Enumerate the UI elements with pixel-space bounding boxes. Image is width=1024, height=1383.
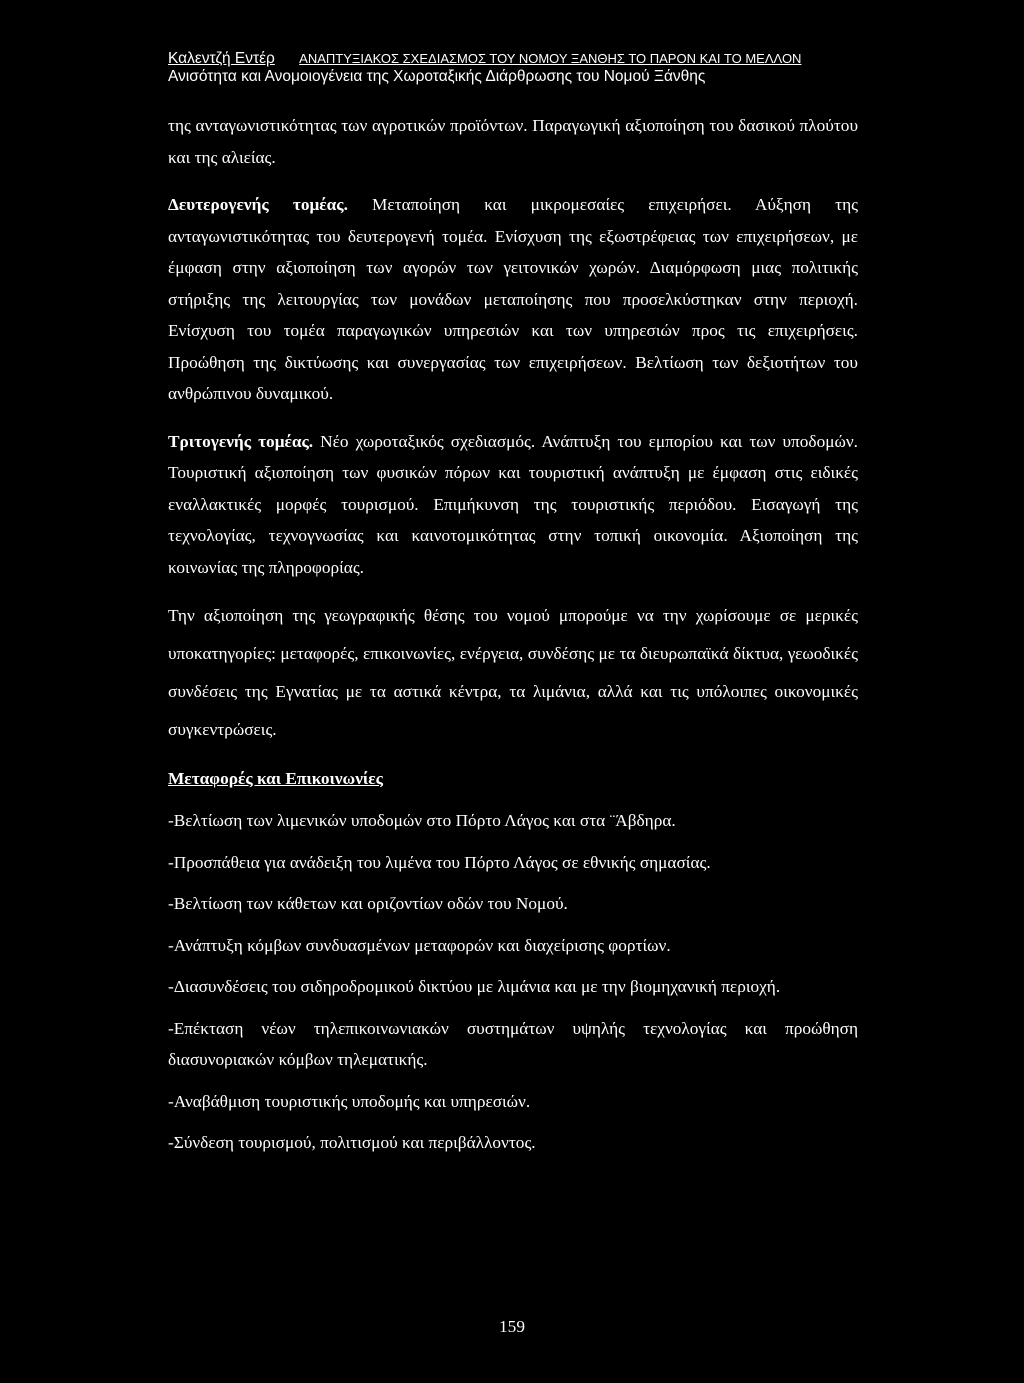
secondary-sector-label: Δευτερογενής τομέας.: [168, 195, 348, 214]
list-item: -Αναβάθμιση τουριστικής υποδομής και υπηρεσιών.: [168, 1091, 531, 1111]
tertiary-sector-label: Τριτογενής τομέας.: [168, 431, 314, 451]
list-item: -Σύνδεση τουρισμού, πολιτισμού και περιβάλλοντος.: [168, 1133, 536, 1152]
header-author: Καλεντζή Εντέρ: [168, 50, 275, 67]
list-item: -Βελτίωση των κάθετων και οριζοντίων οδών του Νομού.: [168, 894, 568, 913]
paragraph-primary-continuation: της ανταγωνιστικότητας των αγροτικών προϊόντων. Παραγωγική αξιοποίηση του δασικού πλούτου και της αλιείας.: [168, 116, 858, 167]
secondary-sector-text: Μεταποίηση και μικρομεσαίες επιχειρήσει. Αύξηση της ανταγωνιστικότητας του δευτερογενή τομέα. Ενίσχυση της εξωστρέφειας των επιχειρήσεων, με έμφαση στην αξιοποίηση των αγορών των γειτονικών χωρών. Διαμόρφωση μιας πολιτικής στήριξης της λειτουργίας των μονάδων μεταποίησης που προσελκύστηκαν στην περιοχή. Ενίσχυση του τομέα παραγωγικών υπηρεσιών και των υπηρεσιών προς τις επιχειρήσεις. Προώθηση της δικτύωσης και συνεργασίας των επιχειρήσεων. Βελτίωση των δεξιοτήτων του ανθρώπινου δυναμικού.: [168, 195, 858, 403]
tertiary-sector-text: Νέο χωροταξικός σχεδιασμός. Ανάπτυξη του εμπορίου και των υποδομών. Τουριστική αξιοποίηση των φυσικών πόρων και τουριστική ανάπτυξη με έμφαση στις ειδικές εναλλακτικές μορφές τουρισμού. Επιμήκυνση της τουριστικής περιόδου. Εισαγωγή της τεχνολογίας, τεχνογνωσίας και καινοτομικότητας στην τοπική οικονομία. Αξιοποίηση της κοινωνίας της πληροφορίας.: [168, 431, 858, 577]
header-series-title: ΑΝΑΠΤΥΞΙΑΚΟΣ ΣΧΕΔΙΑΣΜΟΣ ΤΟΥ ΝΟΜΟΥ ΞΑΝΘΗΣ ΤΟ ΠΑΡΟΝ ΚΑΙ ΤΟ ΜΕΛΛΟΝ: [299, 51, 802, 66]
page-body: [168, 110, 858, 1169]
list-item: -Προσπάθεια για ανάδειξη του λιμένα του Πόρτο Λάγος σε εθνικής σημασίας.: [168, 852, 711, 872]
page-header: [168, 50, 868, 86]
paragraph-secondary-sector: [168, 189, 858, 410]
list-item: -Διασυνδέσεις του σιδηροδρομικού δικτύου με λιμάνια και με την βιομηχανική περιοχή.: [168, 977, 781, 996]
paragraph-tertiary-sector: [168, 426, 858, 584]
list-item: -Ανάπτυξη κόμβων συνδυασμένων μεταφορών και διαχείρισης φορτίων.: [168, 935, 671, 955]
header-line-1: [168, 50, 868, 68]
section-title-transport: Μεταφορές και Επικοινωνίες: [168, 769, 383, 788]
transport-list: [168, 805, 858, 1159]
list-item: -Επέκταση νέων τηλεπικοινωνιακών συστημάτων υψηλής τεχνολογίας και προώθηση διασυνοριακών κόμβων τηλεματικής.: [168, 1018, 858, 1069]
header-subtitle: Ανισότητα και Ανομοιογένεια της Χωροταξικής Διάρθρωσης του Νομού Ξάνθης: [168, 68, 706, 85]
page-number: 159: [499, 1317, 525, 1336]
paragraph-geographic-position: Την αξιοποίηση της γεωγραφικής θέσης του νομού μπορούμε να την χωρίσουμε σε μερικές υποκατηγορίες: μεταφορές, επικοινωνίες, ενέργεια, συνδέσης με τα διευρωπαϊκά δίκτυα, γεωοδικές συνδέσεις της Εγνατίας με τα αστικά κέντρα, τα λιμάνια, αλλά και τις υπόλοιπες οικονομικές συγκεντρώσεις.: [168, 606, 858, 739]
list-item: -Βελτίωση των λιμενικών υποδομών στο Πόρτο Λάγος και στα ¨Άβδηρα.: [168, 811, 676, 830]
